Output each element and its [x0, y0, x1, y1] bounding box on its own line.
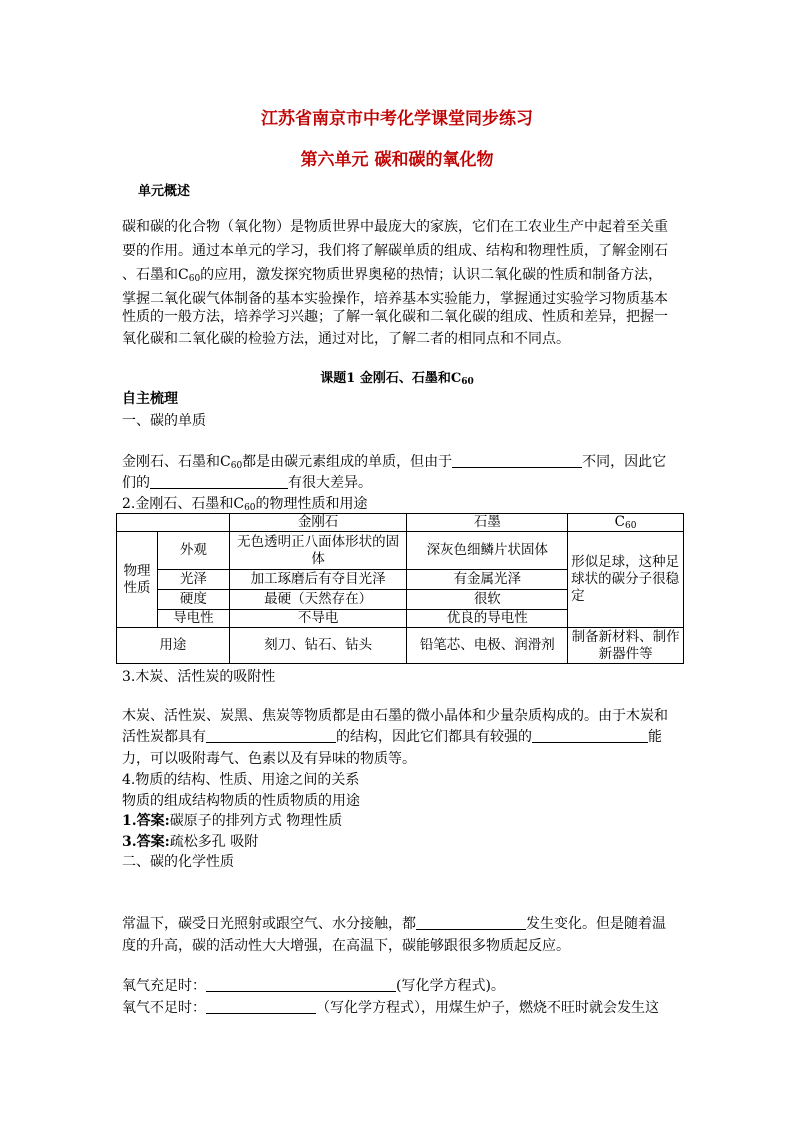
equation-blank[interactable] — [206, 977, 396, 992]
lesson-title: 课题1 金刚石、石墨和$C_{60}$ — [320, 371, 474, 387]
relation-line: 物质的组成结构物质的性质物质的用途 — [122, 793, 360, 809]
answer-blank[interactable] — [532, 728, 648, 743]
carbon-properties-table — [116, 513, 684, 664]
answer-3: 3.答案:疏松多孔 吸附 — [122, 834, 259, 850]
overview-line: 氧化碳和二氧化碳的检验方法，通过对比，了解二者的相同点和不同点。 — [122, 331, 570, 347]
overview-line: 掌握二氧化碳气体制备的基本实验操作，培养基本实验能力，掌握通过实验学习物质基本 — [122, 291, 668, 307]
overview-line: 要的作用。通过本单元的学习，我们将了解碳单质的组成、结构和物理性质，了解金刚石 — [122, 243, 668, 259]
self-study-heading: 自主梳理 — [122, 391, 178, 407]
paragraph-line: 木炭、活性炭、炭黑、焦炭等物质都是由石墨的微小晶体和少量杂质构成的。由于木炭和 — [122, 708, 668, 724]
row-label: 导电性 — [157, 610, 229, 628]
overview-line: 、石墨和$C_{60}$的应用，激发探究物质世界奥秘的热情；认识二氧化碳的性质和制备方法， — [122, 267, 663, 284]
column-header: $C_{60}$ — [568, 514, 684, 532]
table-cell: 铅笔芯、电极、润滑剂 — [407, 628, 568, 664]
item-4-heading: 4.物质的结构、性质、用途之间的关系 — [122, 772, 360, 788]
table-cell: 加工琢磨后有夺目光泽 — [229, 570, 407, 590]
answer-blank[interactable] — [452, 453, 582, 468]
paragraph-line: 常温下，碳受日光照射或跟空气、水分接触，都 发生变化。但是随着温 — [122, 916, 666, 932]
column-header: 石墨 — [407, 514, 568, 532]
table-cell: 刻刀、钻石、钻头 — [229, 628, 407, 664]
paragraph-line: 度的升高，碳的活动性大大增强，在高温下，碳能够跟很多物质起反应。 — [122, 938, 570, 954]
column-header: 金刚石 — [229, 514, 407, 532]
table-cell: 有金属光泽 — [407, 570, 568, 590]
row-group-label: 物理性质 — [117, 532, 158, 628]
overview-line: 碳和碳的化合物（氧化物）是物质世界中最庞大的家族，它们在工农业生产中起着至关重 — [122, 219, 668, 235]
item-3-heading: 3.木炭、活性炭的吸附性 — [122, 669, 276, 685]
table-row — [117, 628, 684, 664]
table-cell: 无色透明正八面体形状的固体 — [229, 532, 407, 570]
row-label: 用途 — [117, 628, 230, 664]
section-carbon-elements: 一、碳的单质 — [122, 413, 206, 429]
answer-blank[interactable] — [150, 474, 288, 489]
row-label: 光泽 — [157, 570, 229, 590]
table-header-row — [117, 514, 684, 532]
answer-1: 1.答案:碳原子的排列方式 物理性质 — [122, 813, 343, 829]
document-title: 江苏省南京市中考化学课堂同步练习 — [261, 109, 533, 129]
table-cell: 很软 — [407, 590, 568, 610]
table-cell: 制备新材料、制作新器件等 — [568, 628, 684, 664]
oxygen-sufficient-line: 氧气充足时： (写化学方程式)。 — [122, 978, 505, 994]
table-cell: 不导电 — [229, 610, 407, 628]
table-cell: 深灰色细鳞片状固体 — [407, 532, 568, 570]
unit-title: 第六单元 碳和碳的氧化物 — [300, 150, 494, 170]
paragraph-line: 们的 有很大差异。 — [122, 475, 372, 491]
oxygen-insufficient-line: 氧气不足时： （写化学方程式），用煤生炉子，燃烧不旺时就会发生这 — [122, 1000, 659, 1016]
table-cell — [117, 514, 230, 532]
overview-heading: 单元概述 — [138, 184, 191, 199]
row-label: 外观 — [157, 532, 229, 570]
row-label: 硬度 — [157, 590, 229, 610]
answer-blank[interactable] — [206, 728, 336, 743]
paragraph-line: 金刚石、石墨和$C_{60}$都是由碳元素组成的单质，但由于 不同，因此它 — [122, 454, 667, 471]
table-row — [117, 532, 684, 570]
answer-blank[interactable] — [416, 915, 526, 930]
paragraph-line: 力，可以吸附毒气、色素以及有异味的物质等。 — [122, 751, 416, 767]
table-cell: 最硬（天然存在） — [229, 590, 407, 610]
item-2-heading: 2.金刚石、石墨和$C_{60}$的物理性质和用途 — [122, 496, 368, 513]
table-cell: 形似足球，这种足球状的碳分子很稳定 — [568, 532, 684, 628]
paragraph-line: 活性炭都具有 的结构，因此它们都具有较强的 能 — [122, 729, 662, 745]
section-carbon-chemistry: 二、碳的化学性质 — [122, 854, 234, 870]
table-cell: 优良的导电性 — [407, 610, 568, 628]
overview-line: 性质的一般方法，培养学习兴趣；了解一氧化碳和二氧化碳的组成、性质和差异，把握一 — [122, 309, 668, 325]
equation-blank[interactable] — [206, 999, 316, 1014]
